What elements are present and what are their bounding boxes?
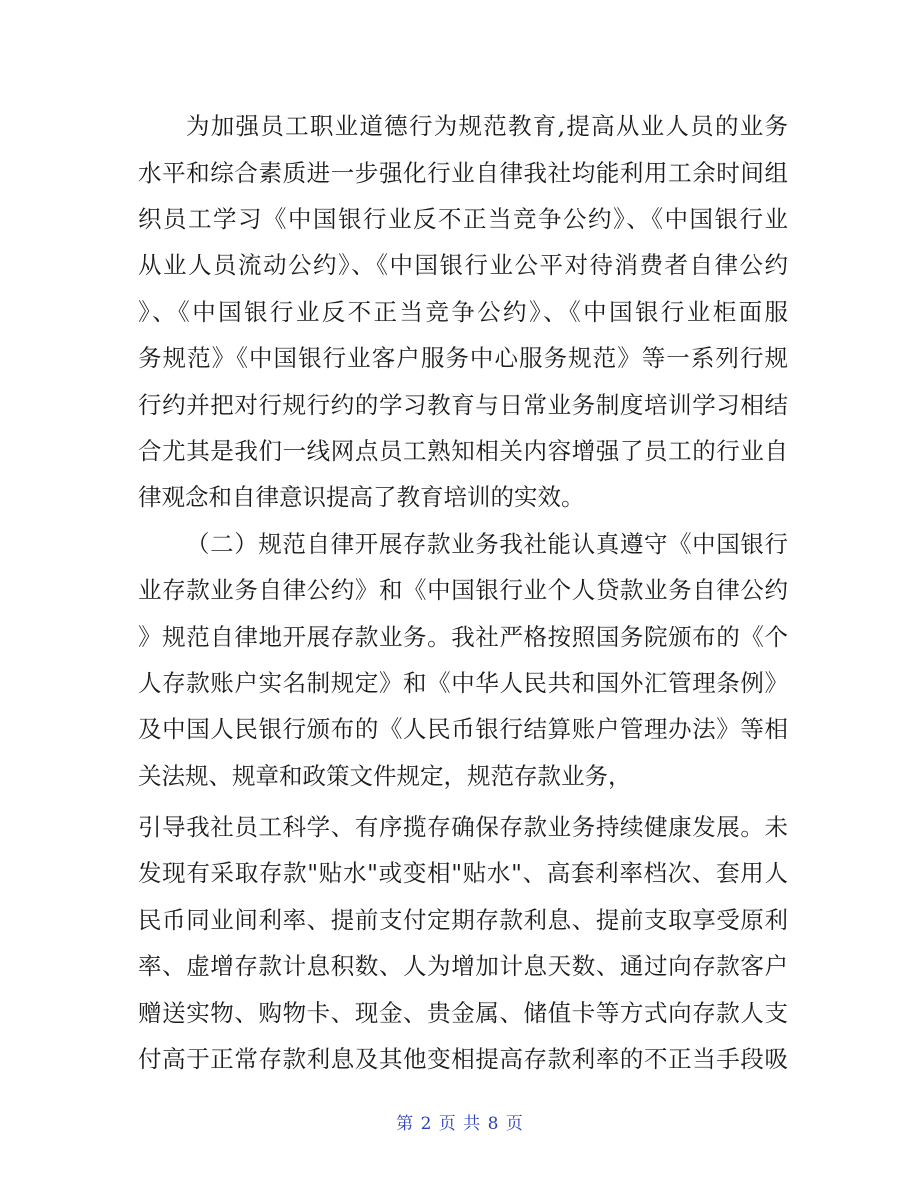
text-line-12: 》规范自律地开展存款业务。我社严格按照国务院颁布的《个 — [138, 623, 788, 651]
text-line-8: 合尤其是我们一线网点员工熟知相关内容增强了员工的行业自 — [138, 437, 788, 465]
text-line-20: 赠送实物、购物卡、现金、贵金属、储值卡等方式向存款人支 — [138, 999, 788, 1027]
text-line-21: 付高于正常存款利息及其他变相提高存款利率的不正当手段吸 — [138, 1045, 788, 1073]
text-line-17: 发现有采取存款"贴水"或变相"贴水"、高套利率档次、套用人 — [138, 859, 788, 887]
text-line-5: 》、《中国银行业反不正当竞争公约》、《中国银行业柜面服 — [138, 298, 788, 326]
page-number-footer: 第 2 页 共 8 页 — [396, 1114, 524, 1134]
text-line-4: 从业人员流动公约》、《中国银行业公平对待消费者自律公约 — [138, 251, 788, 279]
text-line-1: 为加强员工职业道德行为规范教育,提高从业人员的业务 — [186, 112, 788, 140]
text-line-15: 关法规、规章和政策文件规定，规范存款业务， — [138, 762, 632, 790]
text-line-9: 律观念和自律意识提高了教育培训的实效。 — [138, 483, 585, 511]
text-line-19: 率、虚增存款计息积数、人为增加计息天数、通过向存款客户 — [138, 952, 788, 980]
text-line-11: 业存款业务自律公约》和《中国银行业个人贷款业务自律公约 — [138, 576, 788, 604]
text-line-3: 织员工学习《中国银行业反不正当竞争公约》、《中国银行业 — [138, 205, 788, 233]
text-line-14: 及中国人民银行颁布的《人民币银行结算账户管理办法》等相 — [138, 715, 788, 743]
text-line-13: 人存款账户实名制规定》和《中华人民共和国外汇管理条例》 — [138, 669, 788, 697]
text-line-10: （二）规范自律开展存款业务我社能认真遵守《中国银行 — [186, 530, 788, 558]
text-line-16: 引导我社员工科学、有序揽存确保存款业务持续健康发展。未 — [138, 813, 788, 841]
text-line-18: 民币同业间利率、提前支付定期存款利息、提前支取享受原利 — [138, 906, 788, 934]
text-line-7: 行约并把对行规行约的学习教育与日常业务制度培训学习相结 — [138, 391, 788, 419]
text-line-2: 水平和综合素质进一步强化行业自律我社均能利用工余时间组 — [138, 159, 788, 187]
text-line-6: 务规范》《中国银行业客户服务中心服务规范》等一系列行规 — [138, 344, 788, 372]
